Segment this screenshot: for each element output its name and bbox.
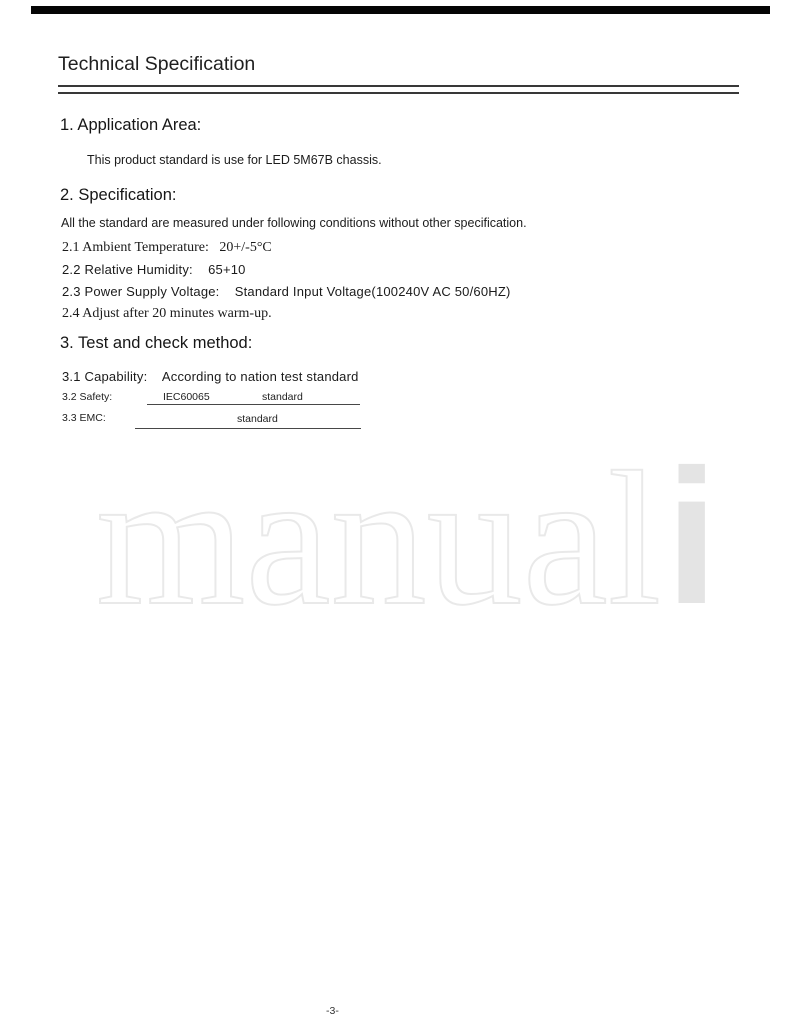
spec-line-relative-humidity: 2.2 Relative Humidity: 65+10 bbox=[62, 262, 246, 277]
page-title: Technical Specification bbox=[58, 53, 256, 75]
scan-artifact-bar bbox=[31, 6, 770, 14]
emc-label: 3.3 EMC: bbox=[62, 412, 106, 424]
section-3-heading: 3. Test and check method: bbox=[60, 334, 253, 352]
watermark-solid-letter: i bbox=[665, 429, 719, 644]
watermark bbox=[96, 429, 719, 647]
section-1-body: This product standard is use for LED 5M67B chassis. bbox=[87, 153, 382, 167]
title-double-rule bbox=[58, 85, 739, 94]
safety-label: 3.2 Safety: bbox=[62, 391, 113, 403]
spec-line-warm-up: 2.4 Adjust after 20 minutes warm-up. bbox=[62, 306, 272, 321]
safety-value-iec: IEC60065 bbox=[163, 391, 210, 403]
safety-underline bbox=[147, 404, 360, 405]
watermark-outline-text: manual bbox=[96, 432, 662, 645]
section-2-heading: 2. Specification: bbox=[60, 186, 177, 204]
section-2-intro: All the standard are measured under following conditions without other specification. bbox=[61, 216, 527, 230]
spec-line-power-supply-voltage: 2.3 Power Supply Voltage: Standard Input Voltage(100240V AC 50/60HZ) bbox=[62, 284, 511, 299]
safety-value-standard: standard bbox=[262, 391, 303, 403]
spec-line-ambient-temperature: 2.1 Ambient Temperature: 20+/-5°C bbox=[62, 240, 272, 255]
emc-underline bbox=[135, 428, 361, 429]
emc-value-standard: standard bbox=[237, 413, 278, 425]
page-number: -3- bbox=[326, 1005, 339, 1017]
capability-line: 3.1 Capability: According to nation test standard bbox=[62, 369, 359, 384]
section-1-heading: 1. Application Area: bbox=[60, 116, 202, 134]
